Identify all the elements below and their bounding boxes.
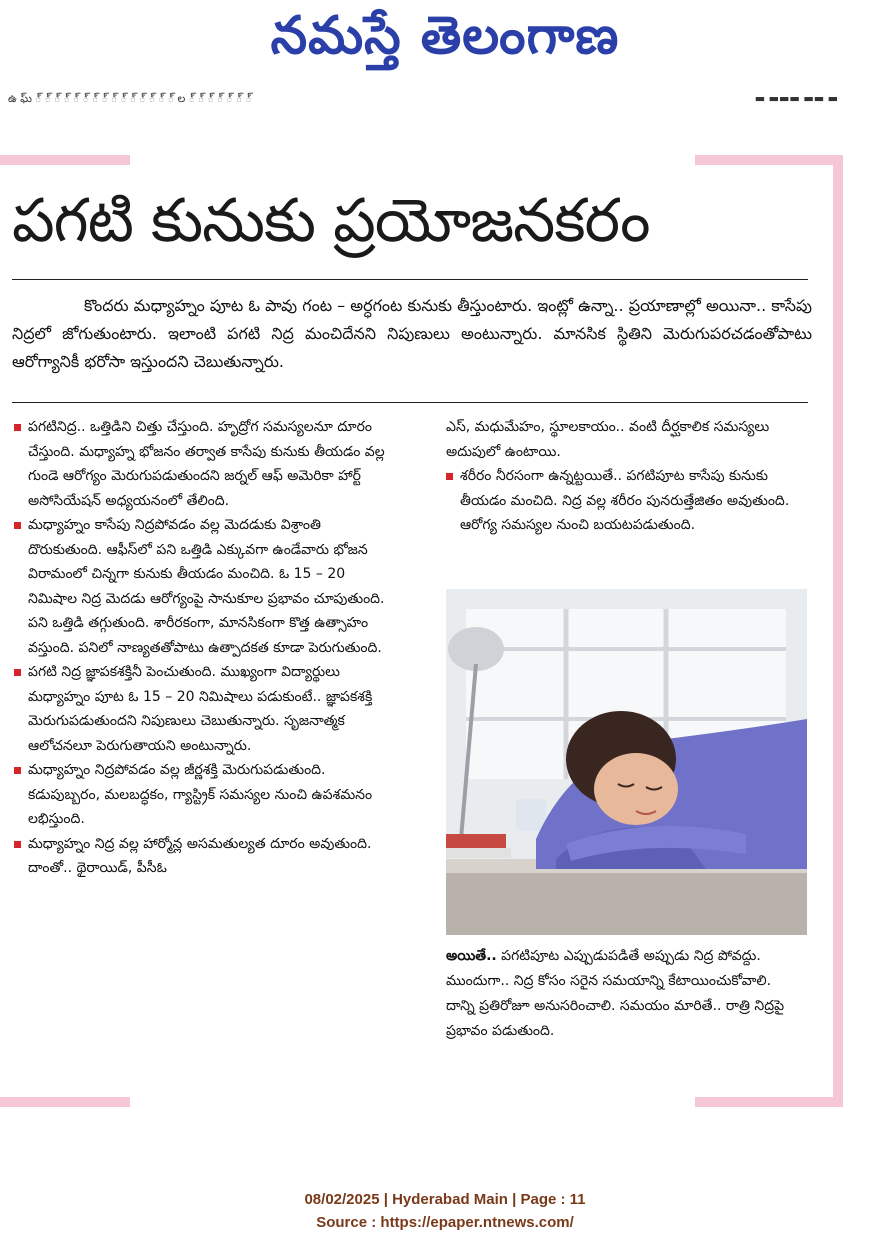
- frame-bottom-left: [0, 1097, 130, 1107]
- list-item: మధ్యాహ్నం కాసేపు నిద్రపోవడం వల్ల మెదడుకు విశ్రాంతి దొరుకుతుంది. ఆఫీస్‌లో పని ఒత్తిడి ఎక్కువగా ఉండేవారు భోజన విరామంలో చిన్నగా కునుకు తీయడం మంచిది. ఓ 15 – 20 నిమిషాల నిద్ర మెదడు ఆరోగ్యంపై సానుకూల ప్రభావం చూపుతుంది. పని ఒత్తిడి తగ్గుతుంది. శారీరకంగా, మానసికంగా కొత్త ఉత్సాహం వస్తుంది. పనిలో నాణ్యతతోపాటు ఉత్పాదకత కూడా పెరుగుతుంది.: [14, 513, 386, 660]
- list-item: మధ్యాహ్నం నిద్రపోవడం వల్ల జీర్ణశక్తి మెరుగుపడుతుంది. కడుపుబ్బరం, మలబద్ధకం, గ్యాస్ట్రిక్ సమస్యల నుంచి ఉపశమనం లభిస్తుంది.: [14, 758, 386, 832]
- list-item: పగటి నిద్ర జ్ఞాపకశక్తినీ పెంచుతుంది. ముఖ్యంగా విద్యార్థులు మధ్యాహ్నం పూట ఓ 15 – 20 నిమిషాలు పడుకుంటే.. జ్ఞాపకశక్తి మెరుగుపడుతుందని నిపుణులు చెబుతున్నారు. సృజనాత్మక ఆలోచనలూ పెరుగుతాయని అంటున్నారు.: [14, 660, 386, 758]
- list-item: శరీరం నీరసంగా ఉన్నట్టయితే.. పగటిపూట కాసేపు కునుకు తీయడం మంచిది. నిద్ర వల్ల శరీరం పునరుత్తేజితం అవుతుంది. ఆరోగ్య సమస్యల నుంచి బయటపడుతుంది.: [446, 464, 796, 538]
- page-footer: [0, 1188, 890, 1234]
- frame-top-right: [695, 155, 843, 165]
- article-photo: [446, 589, 807, 935]
- masthead: [0, 0, 890, 80]
- closing-text: పగటిపూట ఎప్పుడుపడితే అప్పుడు నిద్ర పోవద్దు. ముందుగా.. నిద్ర కోసం సరైన సమయాన్ని కేటాయించుకోవాలి. దాన్ని ప్రతిరోజూ అనుసరించాలి. సమయం మారితే.. రాత్రి నిద్రపై ప్రభావం పడుతుంది.: [446, 948, 785, 1039]
- frame-bottom-right: [695, 1097, 843, 1107]
- bullet-icon: [14, 669, 21, 676]
- list-item: మధ్యాహ్నం నిద్ర వల్ల హార్మోన్ల అసమతుల్యత దూరం అవుతుంది. దాంతో.. థైరాయిడ్, పీసీఓ: [14, 832, 386, 881]
- article-intro: [12, 292, 812, 376]
- footer-date-edition: 08/02/2025 | Hyderabad Main | Page : 11: [304, 1191, 586, 1208]
- intro-rule: [12, 402, 808, 403]
- cut-off-text-left: ఉ ఘ్ ్ ్ ్ ్ ్ ్ ్ ్ ్ ్ ్ ్ ్ ్ ్ ల ్ ్ ్ ్ ్ ్ ్: [8, 92, 252, 105]
- bullet-icon: [14, 841, 21, 848]
- frame-top-left: [0, 155, 130, 165]
- closing-lead: అయితే..: [446, 948, 497, 964]
- column-2: [446, 415, 796, 538]
- bullet-icon: [446, 473, 453, 480]
- intro-paragraph: కొందరు మధ్యాహ్నం పూట ఓ పావు గంట – అర్ధగంట కునుకు తీస్తుంటారు. ఇంట్లో ఉన్నా.. ప్రయాణాల్లో అయినా.. కాసేపు నిద్రలో జోగుతుంటారు. ఇలాంటి పగటి నిద్ర మంచిదేనని నిపుణులు అంటున్నారు. మానసిక స్థితిని మెరుగుపరచడంతోపాటు ఆరోగ్యానికీ భరోసా ఇస్తుందని చెబుతున్నారు.: [12, 296, 812, 371]
- footer-source: Source : https://epaper.ntnews.com/: [316, 1214, 574, 1231]
- bullet-icon: [14, 424, 21, 431]
- bullet-icon: [14, 522, 21, 529]
- article-headline: పగటి కునుకు ప్రయోజనకరం: [12, 186, 650, 256]
- list-item-continuation: ఎస్, మధుమేహం, స్థూలకాయం.. వంటి దీర్ఘకాలిక సమస్యలు అదుపులో ఉంటాయి.: [446, 419, 770, 460]
- cut-off-text-right: ▬ ▬▬▬ ▬▬ ▬: [754, 92, 838, 105]
- list-item: పగటినిద్ర.. ఒత్తిడిని చిత్తు చేస్తుంది. హృద్రోగ సమస్యలనూ దూరం చేస్తుంది. మధ్యాహ్న భోజనం తర్వాత కాసేపు కునుకు తీయడం వల్ల గుండె ఆరోగ్యం మెరుగుపడుతుందని జర్నల్ ఆఫ్ అమెరికా హార్ట్ అసోసియేషన్ అధ్యయనంలో తేలింది.: [14, 415, 386, 513]
- bullet-icon: [14, 767, 21, 774]
- frame-right: [833, 155, 843, 1107]
- sleeping-woman-photo: [446, 589, 807, 935]
- cut-off-text-strip: [8, 90, 838, 106]
- column-1: [14, 415, 386, 881]
- masthead-logo-title: నమస్తే తెలంగాణ: [270, 6, 620, 66]
- headline-rule: [12, 279, 808, 280]
- closing-paragraph: [446, 944, 796, 1044]
